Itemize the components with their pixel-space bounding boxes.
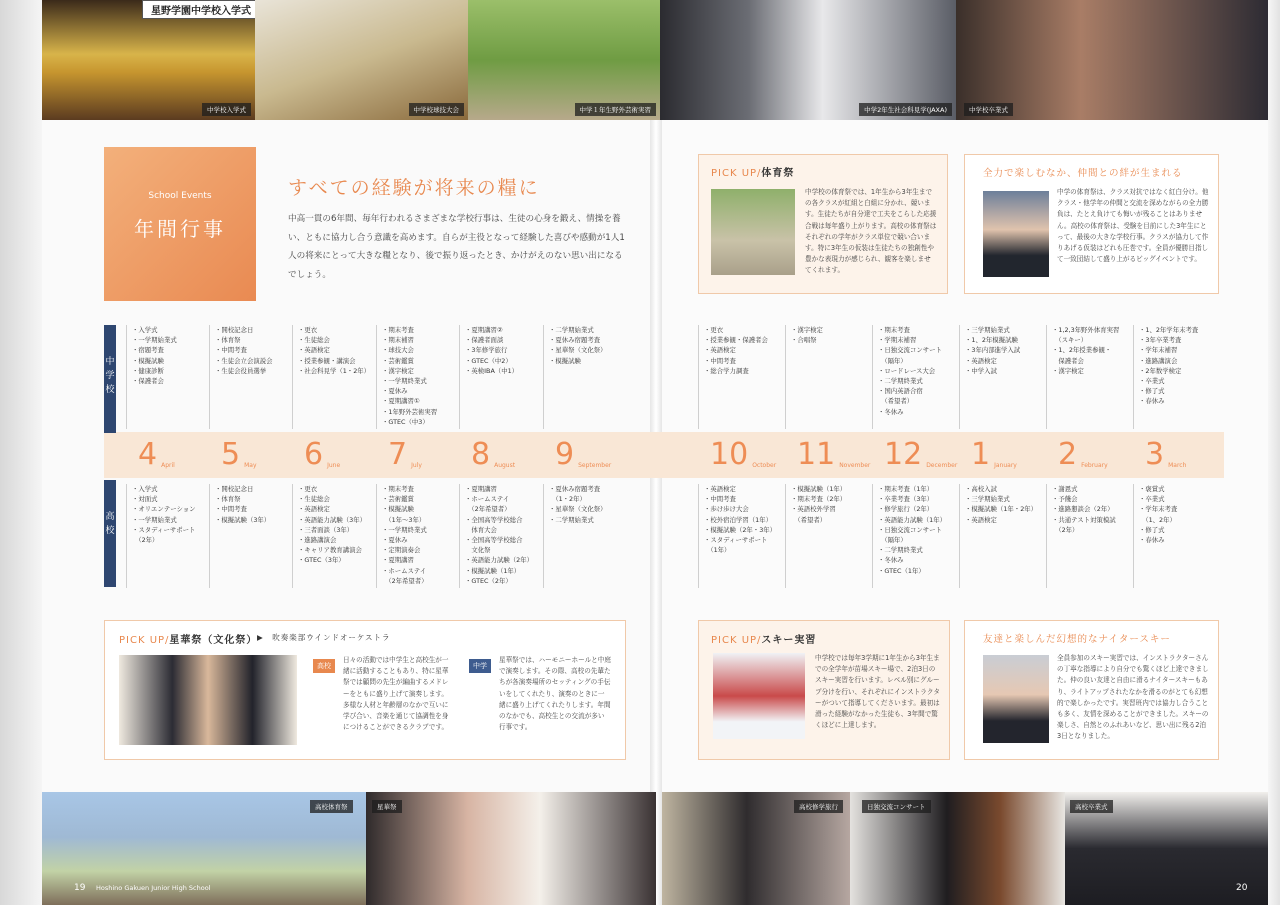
right-page-edge <box>1268 0 1280 905</box>
pickup-ski-training <box>698 620 950 760</box>
photo-caption: 中学校入学式 <box>202 103 251 116</box>
voice-title: 友達と楽しんだ幻想的なナイタースキー <box>983 634 1171 645</box>
high-school-events: ・期末考査 ・芸術鑑賞 ・模擬試験 （1年～3年） ・一学期終業式 ・夏休み ・定期演奏会 ・夏期講習 ・ホームステイ （2年希望者） <box>376 484 456 588</box>
month-number: 5 <box>221 437 241 472</box>
month-1 <box>138 437 175 473</box>
photo-outdoor-art <box>468 0 660 120</box>
month-number: 12 <box>884 437 923 472</box>
junior-high-events: ・開校記念日 ・体育祭 ・中間考査 ・生徒会立会演説会 ・生徒会役員選挙 <box>209 325 289 429</box>
photo-caption: 星華祭 <box>372 800 402 813</box>
junior-high-events: ・期末考査 ・期末補習 ・球技大会 ・芸術鑑賞 ・漢字検定 ・一学期終業式 ・夏休み ・夏期講習① ・1年野外芸術実習 ・GTEC（中3） <box>376 325 456 429</box>
voice-title: 全力で楽しむなか、仲間との絆が生まれる <box>983 168 1183 179</box>
photo-caption: 高校体育祭 <box>310 800 353 813</box>
sports-day-photo <box>711 189 795 275</box>
photo-caption: 中学１年生野外芸術実習 <box>575 103 657 116</box>
pickup-prefix: PICK UP/ <box>119 635 170 646</box>
pickup-title: スキー実習 <box>761 635 817 646</box>
club-name: ▶ 吹奏楽部ウインドオーケストラ <box>257 633 391 642</box>
side-label-junior-high: 中 学 校 <box>104 325 116 433</box>
student-voice-2 <box>964 620 1219 760</box>
month-2 <box>221 437 257 473</box>
month-5 <box>471 437 516 473</box>
pickup-sports-day <box>698 154 948 294</box>
pickup-title: 星華祭（文化祭） <box>169 635 258 646</box>
pickup-label <box>711 631 816 646</box>
month-number: 3 <box>1145 437 1165 472</box>
month-english: March <box>1168 462 1187 469</box>
month-number: 1 <box>971 437 991 472</box>
month-number: 8 <box>471 437 491 472</box>
photo-graduation <box>956 0 1268 120</box>
month-10 <box>971 437 1017 473</box>
side-label-high-school: 高 校 <box>104 480 116 587</box>
month-english: February <box>1081 462 1108 469</box>
club-name-text: 吹奏楽部ウインドオーケストラ <box>272 633 391 642</box>
high-school-events: ・模擬試験（1年） ・期末考査（2年） ・英語校外学習 （希望者） <box>785 484 865 588</box>
photo-caption: 日独交流コンサート <box>862 800 931 813</box>
pickup-title: 体育祭 <box>761 168 795 179</box>
pickup-label <box>119 631 257 646</box>
month-number: 2 <box>1058 437 1078 472</box>
intro-text: 中高一貫の6年間、毎年行われるさまざまな学校行事は、生徒の心身を鍛え、情操を養い、ともに協力し合う意識を高めます。自らが主役となって経験した喜びや感動が1人1人の将来にとって大きな糧となり、後で振り返ったとき、かけがえのない思い出になるでしょう。 <box>288 214 625 280</box>
student-portrait-2 <box>983 655 1049 743</box>
junior-high-events: ・夏期講習② ・保護者面談 ・3年修学旅行 ・GTEC（中2） ・英検IBA（中1） <box>459 325 539 429</box>
photo-banner: 星野学園中学校入学式 <box>142 0 260 19</box>
photo-caption: 中学2年生社会科見学(JAXA) <box>859 103 952 116</box>
high-school-events: ・夏期講習 ・ホームステイ （2年希望者） ・全国高等学校総合 体育大会 ・全国高等学校総合 文化祭 ・英語能力試験（2年） ・模擬試験（1年） ・GTEC（2年） <box>459 484 539 588</box>
high-school-events: ・高校入試 ・三学期始業式 ・模擬試験（1年・2年） ・英語検定 <box>959 484 1039 588</box>
month-english: July <box>411 462 422 469</box>
month-number: 7 <box>388 437 408 472</box>
voice-text: 全員参加のスキー実習では、インストラクターさんの丁寧な指導により自分でも驚くほど上達できました。仲の良い友達と自由に滑るナイタースキーもあり、ライトアップされたなかを滑るのがとても幻想的で楽しかったです。実習班内では協力し合うことも多く、友情を深めることができました。スキーの楽しさ、自然とのふれあいなど、思い出に残る2泊3日となりました。 <box>1057 654 1209 741</box>
photo-caption: 高校修学旅行 <box>794 800 843 813</box>
month-11 <box>1058 437 1108 473</box>
pickup-prefix: PICK UP/ <box>711 635 762 646</box>
high-school-events: ・夏休み宿題考査 （1・2年） ・星華祭（文化祭） ・二学期始業式 <box>543 484 619 588</box>
voice-text: 中学の体育祭は、クラス対抗ではなく紅白分け。他クラス・他学年の仲間と交流を深めながらの全力勝負は、たとえ負けても悔いが残ることはありません。高校の体育祭は、受験を目前にした3年生にとって、最後の大きな学校行事。クラスが協力して作りあげる仮装はどれも圧巻です。全員が優勝目指して一致団結して盛り上がるビッグイベントです。 <box>1057 188 1209 264</box>
junior-high-events: ・二学期始業式 ・夏休み宿題考査 ・星華祭（文化祭） ・模擬試験 <box>543 325 619 429</box>
title-box <box>104 147 256 301</box>
page-headline: すべての経験が将来の糧に <box>288 177 540 199</box>
tag-junior-high: 中学 <box>469 659 491 673</box>
high-school-text: 日々の活動では中学生と高校生が一緒に活動することもあり、特に星華祭では顧問の先生が編曲するメドレーをともに盛り上げて演奏します。多様な人材と年齢層のなかで互いに学び合い、音楽を通じて協調性を身につけることができるクラブです。 <box>343 656 449 732</box>
month-english: September <box>578 462 612 469</box>
title-japanese: 年間行事 <box>134 217 226 241</box>
month-english: April <box>161 462 175 469</box>
photo-ball-game <box>255 0 468 120</box>
month-number: 9 <box>555 437 575 472</box>
ski-photo <box>713 653 805 739</box>
page-number-left: 19 <box>74 883 86 893</box>
junior-high-events: ・1,2,3年野外体育実習 （スキー） ・1、2年授業参観・ 保護者会 ・漢字検定 <box>1046 325 1126 429</box>
month-band <box>104 432 1224 478</box>
month-number: 11 <box>797 437 836 472</box>
pickup-text: 中学校の体育祭では、1年生から3年生までの各クラスが紅組と白組に分かれ、競います。生徒たちが自分達で工夫をこらした応援合戦は毎年盛り上がります。高校の体育祭はそれぞれの学年がクラス単位で競い合います。特に3年生の仮装は生徒たちの独創性や豊かな表現力が感じられ、観客を楽しませてくれます。 <box>805 188 937 275</box>
left-page-edge <box>0 0 42 905</box>
band-photo <box>119 655 297 745</box>
month-english: January <box>994 462 1017 469</box>
month-9 <box>884 437 958 473</box>
photo-festival-band <box>366 792 656 905</box>
month-english: November <box>839 462 871 469</box>
month-english: June <box>327 462 341 469</box>
footer-school-name: Hoshino Gakuen Junior High School <box>96 884 211 892</box>
month-12 <box>1145 437 1187 473</box>
page-number-right: 20 <box>1236 883 1248 893</box>
high-school-events: ・英語検定 ・中間考査 ・歩け歩け大会 ・校外宿泊学習（1年） ・模擬試験（2年・3年） ・スタディーサポート （1年） <box>698 484 778 588</box>
student-voice-1 <box>964 154 1219 294</box>
month-6 <box>555 437 612 473</box>
junior-high-events: ・更衣 ・授業参観・保護者会 ・英語検定 ・中間考査 ・総合学力調査 <box>698 325 778 429</box>
photo-caption: 中学校卒業式 <box>964 103 1013 116</box>
high-school-events: ・開校記念日 ・体育祭 ・中間考査 ・模擬試験（3年） <box>209 484 289 588</box>
photo-caption: 高校卒業式 <box>1070 800 1113 813</box>
month-english: August <box>494 462 516 469</box>
month-english: December <box>926 462 958 469</box>
month-english: October <box>752 462 777 469</box>
junior-high-events: ・漢字検定 ・合唱祭 <box>785 325 865 429</box>
junior-high-events: ・更衣 ・生徒総会 ・英語検定 ・授業参観・講演会 ・社会科見学（1・2年） <box>292 325 372 429</box>
junior-high-events: ・期末考査 ・学期末補習 ・日独交流コンサート （隔年） ・ロードレース大会 ・二学期終業式 ・国内英語合宿 （希望者） ・冬休み <box>872 325 952 429</box>
pickup-school-festival <box>104 620 626 760</box>
high-school-events: ・期末考査（1年） ・卒業考査（3年） ・修学旅行（2年） ・英語能力試験（1年） ・日独交流コンサート （隔年） ・二学期終業式 ・冬休み ・GTEC（1年） <box>872 484 952 588</box>
high-school-events: ・謝恩式 ・予餞会 ・進路懇談会（2年） ・共通テスト対策模試 （2年） <box>1046 484 1126 588</box>
junior-high-events: ・入学式 ・一学期始業式 ・宿題考査 ・模擬試験 ・健康診断 ・保護者会 <box>126 325 206 429</box>
pickup-text: 中学校では毎年3学期に1年生から3年生までの全学年が苗場スキー場で、2泊3日のスキー実習を行います。レベル別にグループ分けを行い、それぞれにインストラクターがついて指導してくださいます。最初は滑った経験がなかった生徒も、3年間で驚くほどに上達します。 <box>815 654 940 730</box>
high-school-events: ・褒賞式 ・卒業式 ・学年末考査 （1、2年） ・修了式 ・春休み <box>1133 484 1213 588</box>
tag-high-school: 高校 <box>313 659 335 673</box>
month-3 <box>304 437 341 473</box>
photo-caption: 中学校球技大会 <box>409 103 465 116</box>
month-4 <box>388 437 422 473</box>
month-8 <box>797 437 871 473</box>
month-number: 6 <box>304 437 324 472</box>
junior-high-events: ・1、2年学年末考査 ・3年卒業考査 ・学年末補習 ・進路講演会 ・2年数学検定 ・卒業式 ・修了式 ・春休み <box>1133 325 1213 429</box>
student-portrait-1 <box>983 191 1049 277</box>
month-number: 10 <box>710 437 749 472</box>
month-number: 4 <box>138 437 158 472</box>
title-english: School Events <box>148 191 212 201</box>
month-7 <box>710 437 777 473</box>
junior-high-text: 星華祭では、ハーモニーホールと中庭で演奏します。その際、高校の先輩たちが各演奏場所のセッティングの手伝いをしてくれたり、演奏のときに一緒に盛り上げてくれたりします。年間のなかでも、高校生との交流が多い行事です。 <box>499 656 611 732</box>
month-english: May <box>244 462 257 469</box>
high-school-events: ・更衣 ・生徒総会 ・英語検定 ・英語能力試験（3年） ・三者面談（3年） ・進路講演会 ・キャリア教育講演会 ・GTEC（3年） <box>292 484 372 588</box>
pickup-label <box>711 164 794 179</box>
high-school-events: ・入学式 ・対面式 ・オリエンテーション ・一学期始業式 ・スタディーサポート （2年） <box>126 484 206 588</box>
photo-jaxa <box>660 0 956 120</box>
junior-high-events: ・三学期始業式 ・1、2年模擬試験 ・3年内部進学入試 ・英語検定 ・中学入試 <box>959 325 1039 429</box>
pickup-prefix: PICK UP/ <box>711 168 762 179</box>
